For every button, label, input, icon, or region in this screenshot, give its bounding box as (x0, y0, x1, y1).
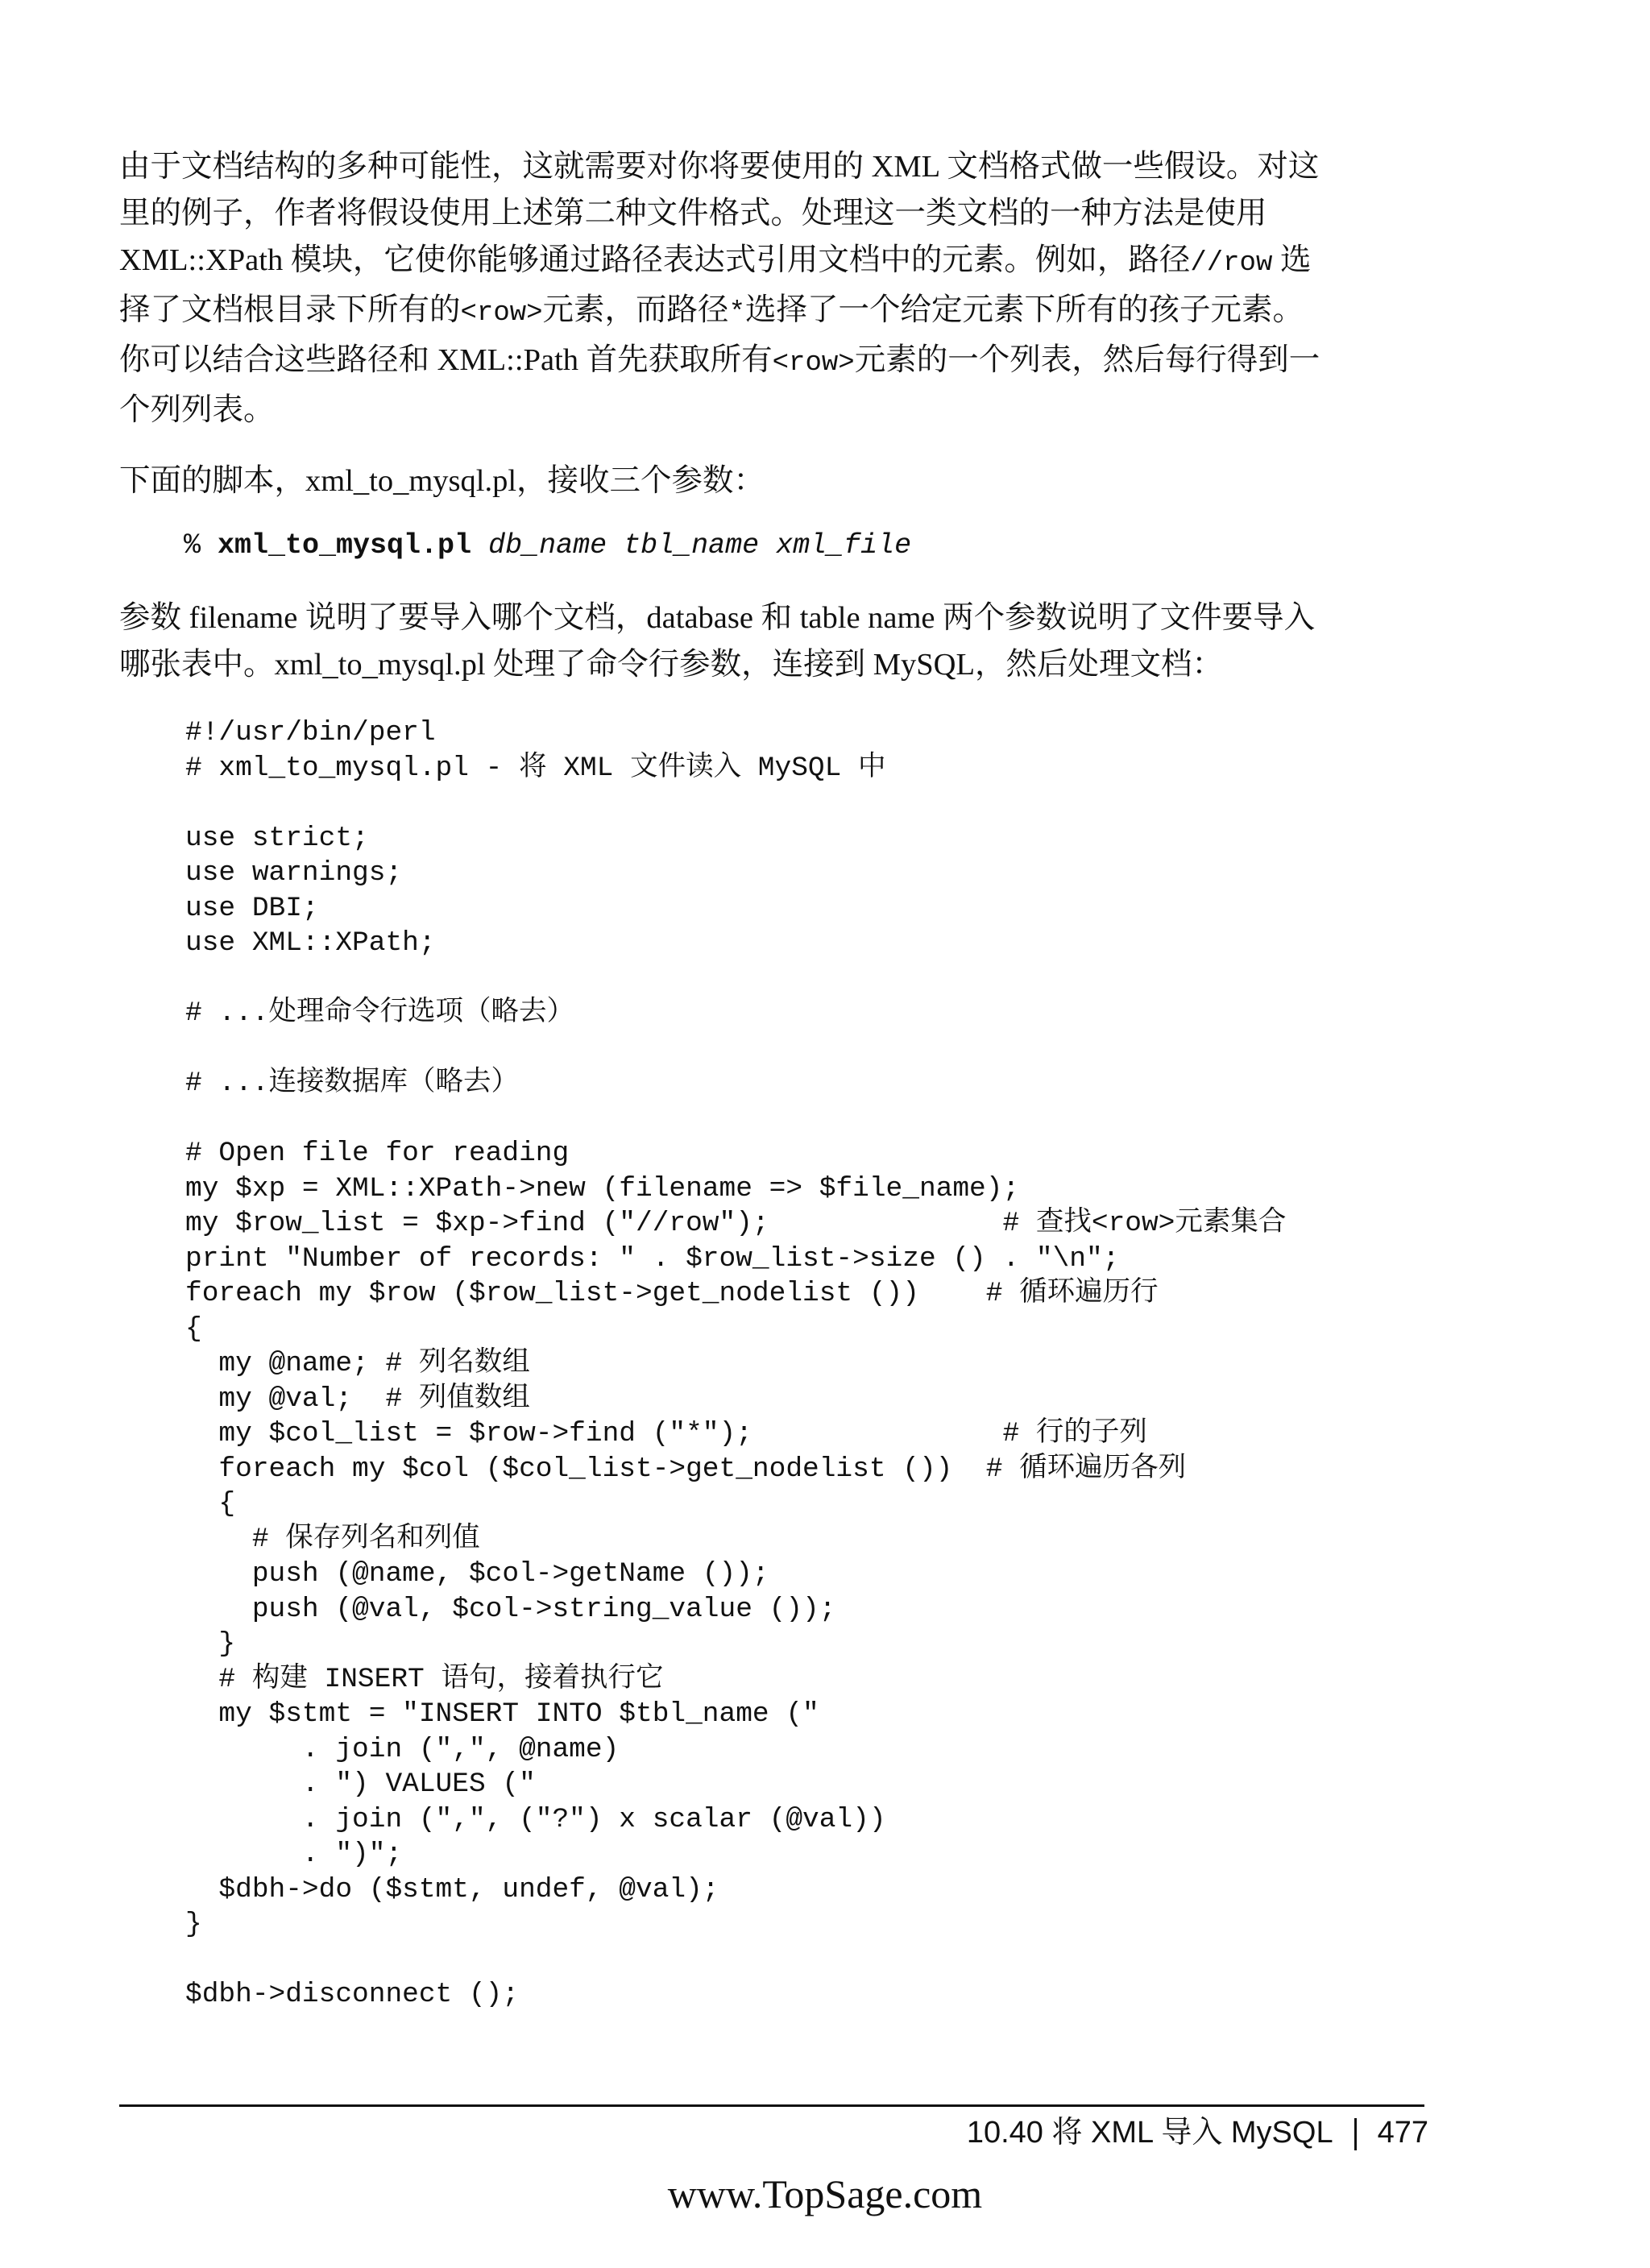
code-line: use warnings; (185, 857, 403, 889)
intro-paragraph (119, 143, 1400, 433)
code-line: print "Number of records: " . $row_list->size () . "\n"; (185, 1242, 1120, 1275)
paragraph-line: 哪张表中。xml_to_mysql.pl 处理了命令行参数，连接到 MySQL，然后处理文档： (119, 648, 1224, 682)
code-line: { (185, 1488, 236, 1520)
text-span: XML::XPath 模块，它使你能够通过路径表达式引用文档中的元素。例如，路径 (119, 243, 1191, 277)
code-line (185, 1101, 1286, 1137)
inline-code: * (728, 298, 745, 329)
paragraph-line: 由于文档结构的多种可能性，这就需要对你将要使用的 XML 文档格式做一些假设。对这 (119, 150, 1320, 184)
code-listing (185, 715, 1286, 2013)
code-line: . join (",", @name) (185, 1733, 620, 1765)
code-line: #!/usr/bin/perl (185, 717, 436, 748)
script-arguments: db_name tbl_name xml_file (471, 529, 912, 562)
code-line: my @val; # 列值数组 (185, 1383, 530, 1415)
running-footer (967, 2113, 1428, 2153)
code-line (185, 961, 1286, 997)
code-line: $dbh->disconnect (); (185, 1979, 520, 2010)
text-span: 择了文档根目录下所有的 (119, 293, 461, 327)
shell-prompt: % (184, 529, 218, 562)
code-line (185, 786, 1286, 821)
website-watermark: www.TopSage.com (667, 2171, 983, 2216)
code-line: my @name; # 列名数组 (185, 1348, 530, 1379)
code-line: { (185, 1312, 202, 1345)
code-line: push (@name, $col->getName ()); (185, 1558, 769, 1590)
section-title: 10.40 将 XML 导入 MySQL (966, 2116, 1333, 2150)
code-line: my $col_list = $row->find ("*"); # 行的子列 (185, 1418, 1147, 1449)
code-line: } (185, 1628, 236, 1660)
script-intro-paragraph (119, 458, 1400, 504)
footer-rule (119, 2104, 1424, 2107)
paragraph-line: 里的例子，作者将假设使用上述第二种文件格式。处理这一类文档的一种方法是使用 (119, 197, 1267, 230)
code-line: my $xp = XML::XPath->new (filename => $file_name); (185, 1172, 1020, 1204)
paragraph-line (119, 237, 1400, 287)
code-line: # 保存列名和列值 (185, 1523, 480, 1555)
code-line: # ...连接数据库（略去） (185, 1068, 520, 1099)
inline-code: <row> (772, 348, 855, 379)
code-line: use XML::XPath; (185, 927, 436, 959)
text-span: 元素的一个列表，然后每行得到一 (854, 343, 1320, 377)
code-line (185, 1943, 1286, 1978)
code-line: # xml_to_mysql.pl - 将 XML 文件读入 MySQL 中 (185, 752, 886, 784)
code-line: . join (",", ("?") x scalar (@val)) (185, 1803, 886, 1835)
paragraph-line (119, 337, 1400, 387)
code-line: # ...处理命令行选项（略去） (185, 997, 575, 1029)
text-span: 元素，而路径 (542, 293, 729, 327)
code-line (185, 1031, 1286, 1067)
code-line: . ") VALUES (" (185, 1768, 536, 1800)
code-line: use DBI; (185, 892, 319, 924)
paragraph-line (119, 287, 1400, 337)
inline-code: //row (1190, 248, 1273, 279)
code-line: push (@val, $col->string_value ()); (185, 1593, 836, 1625)
paragraph-line: 个列列表。 (119, 393, 275, 427)
code-line: } (185, 1909, 202, 1940)
text-span: 选 (1272, 243, 1312, 277)
code-line: my $stmt = "INSERT INTO $tbl_name (" (185, 1698, 819, 1730)
code-line: $dbh->do ($stmt, undef, @val); (185, 1873, 719, 1905)
arguments-paragraph (119, 595, 1400, 688)
code-line: # 构建 INSERT 语句，接着执行它 (185, 1663, 664, 1695)
paragraph-line: 参数 filename 说明了要导入哪个文档，database 和 table name 两个参数说明了文件要导入 (119, 601, 1316, 635)
text-span: 选择了一个给定元素下所有的孩子元素。 (744, 293, 1304, 327)
script-name: xml_to_mysql.pl (218, 529, 472, 562)
text-span: 你可以结合这些路径和 XML::Path 首先获取所有 (119, 343, 773, 377)
code-line: # Open file for reading (185, 1138, 570, 1169)
code-line: use strict; (185, 822, 369, 854)
command-example (184, 528, 911, 563)
code-line: foreach my $row ($row_list->get_nodelist ()) # 循环遍历行 (185, 1278, 1159, 1309)
code-line: foreach my $col ($col_list->get_nodelist ()) # 循环遍历各列 (185, 1453, 1187, 1485)
footer-divider (1354, 2118, 1357, 2150)
inline-code: <row> (460, 298, 543, 329)
code-line: my $row_list = $xp->find ("//row"); # 查找<row>元素集合 (185, 1208, 1287, 1239)
code-line: . ")"; (185, 1839, 403, 1870)
page-number: 477 (1377, 2116, 1428, 2150)
paragraph-line: 下面的脚本，xml_to_mysql.pl，接收三个参数： (119, 464, 765, 498)
